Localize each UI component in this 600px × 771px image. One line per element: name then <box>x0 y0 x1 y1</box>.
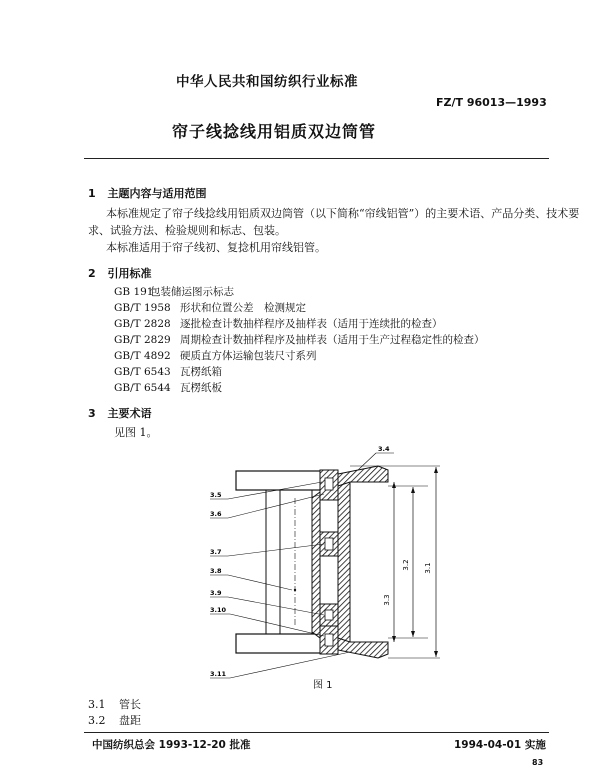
dim-arrow <box>392 636 396 642</box>
paragraph: 求、试验方法、检验规则和标志、包装。 <box>88 224 286 237</box>
label-3-9: 3.9 <box>210 589 222 597</box>
top-rim <box>338 466 388 486</box>
dim-label-3-3: 3.3 <box>383 594 391 606</box>
page-number: 83 <box>532 758 544 767</box>
shell-wall <box>312 492 320 638</box>
reference-code: GB 191 <box>114 286 154 298</box>
section-title: 主要术语 <box>107 407 152 420</box>
section-number: 1 <box>88 187 96 200</box>
footer-rule <box>84 732 549 733</box>
section-title: 主题内容与适用范围 <box>107 187 207 200</box>
section-title: 引用标准 <box>107 267 152 280</box>
reference-title: 包装储运图示标志 <box>150 286 234 298</box>
term-text: 盘距 <box>119 714 141 727</box>
term-number: 3.1 <box>88 698 106 711</box>
reference-title: 硬质直方体运输包装尺寸系列 <box>180 350 317 362</box>
reference-title: 瓦楞纸箱 <box>180 366 222 378</box>
ring-slot <box>325 610 333 620</box>
section-number: 2 <box>88 267 96 280</box>
section-3-heading <box>88 405 152 421</box>
figure-caption: 图 1 <box>313 680 333 691</box>
dim-label-3-2: 3.2 <box>402 559 410 571</box>
dim-arrow <box>411 487 415 493</box>
reference-title: 瓦楞纸板 <box>180 382 222 394</box>
section-2-heading <box>88 265 152 281</box>
section-1-heading <box>88 185 207 201</box>
center-point <box>294 589 296 591</box>
reference-code: GB/T 6543 <box>114 366 171 378</box>
reference-item <box>114 316 485 332</box>
leader-line <box>228 575 292 590</box>
term-item <box>88 697 141 713</box>
term-item <box>88 713 141 729</box>
label-3-6: 3.6 <box>210 510 222 518</box>
reference-item <box>114 380 485 396</box>
figure-1-drawing <box>200 440 450 685</box>
reference-title: 形状和位置公差 检测规定 <box>180 302 306 314</box>
leader-line <box>228 494 324 518</box>
label-3-7: 3.7 <box>210 548 222 556</box>
reference-item <box>114 300 485 316</box>
bottom-rim <box>338 638 388 658</box>
dim-arrow <box>434 651 438 657</box>
issuing-body: 中华人民共和国纺织行业标准 <box>176 74 358 90</box>
reference-code: GB/T 1958 <box>114 302 171 314</box>
term-number: 3.2 <box>88 714 106 727</box>
reference-title: 逐批检查计数抽样程序及抽样表（适用于连续批的检查） <box>180 318 443 330</box>
paragraph: 见图 1。 <box>114 426 158 439</box>
approval-line: 中国纺织总会 1993-12-20 批准 <box>92 739 251 751</box>
implementation-date: 1994-04-01 实施 <box>454 739 546 751</box>
document-title: 帘子线捻线用铝质双边筒管 <box>172 122 377 141</box>
leader-line <box>230 652 350 678</box>
term-text: 管长 <box>119 698 141 711</box>
reference-code: GB/T 2829 <box>114 334 171 346</box>
ring-slot <box>325 538 333 550</box>
label-3-10: 3.10 <box>210 606 227 614</box>
reference-item <box>114 348 485 364</box>
ring-slot <box>325 634 333 646</box>
dim-arrow <box>411 631 415 637</box>
reference-list <box>114 284 485 396</box>
label-3-5: 3.5 <box>210 491 222 499</box>
header-rule <box>84 158 549 159</box>
leader-line <box>228 544 324 556</box>
standard-number: FZ/T 96013—1993 <box>436 96 547 109</box>
label-3-8: 3.8 <box>210 567 222 575</box>
dim-arrow <box>434 467 438 473</box>
reference-title: 周期检查计数抽样程序及抽样表（适用于生产过程稳定性的检查） <box>180 334 485 346</box>
reference-code: GB/T 2828 <box>114 318 171 330</box>
reference-item <box>114 364 485 380</box>
reference-item <box>114 332 485 348</box>
ring-slot <box>325 478 333 490</box>
label-3-4: 3.4 <box>378 445 390 453</box>
reference-item <box>114 284 485 300</box>
dim-label-3-1: 3.1 <box>424 562 432 574</box>
dim-arrow <box>392 482 396 488</box>
paragraph: 本标准适用于帘子线初、复捻机用帘线铝管。 <box>106 241 326 254</box>
label-3-11: 3.11 <box>210 670 227 678</box>
shell-wall <box>338 476 350 648</box>
reference-code: GB/T 4892 <box>114 350 171 362</box>
reference-code: GB/T 6544 <box>114 382 171 394</box>
leader-line <box>228 597 324 615</box>
section-number: 3 <box>88 407 96 420</box>
paragraph: 本标准规定了帘子线捻线用铝质双边筒管（以下简称“帘线铝管”）的主要术语、产品分类、技术要 <box>106 207 580 220</box>
leader-line <box>230 614 324 636</box>
